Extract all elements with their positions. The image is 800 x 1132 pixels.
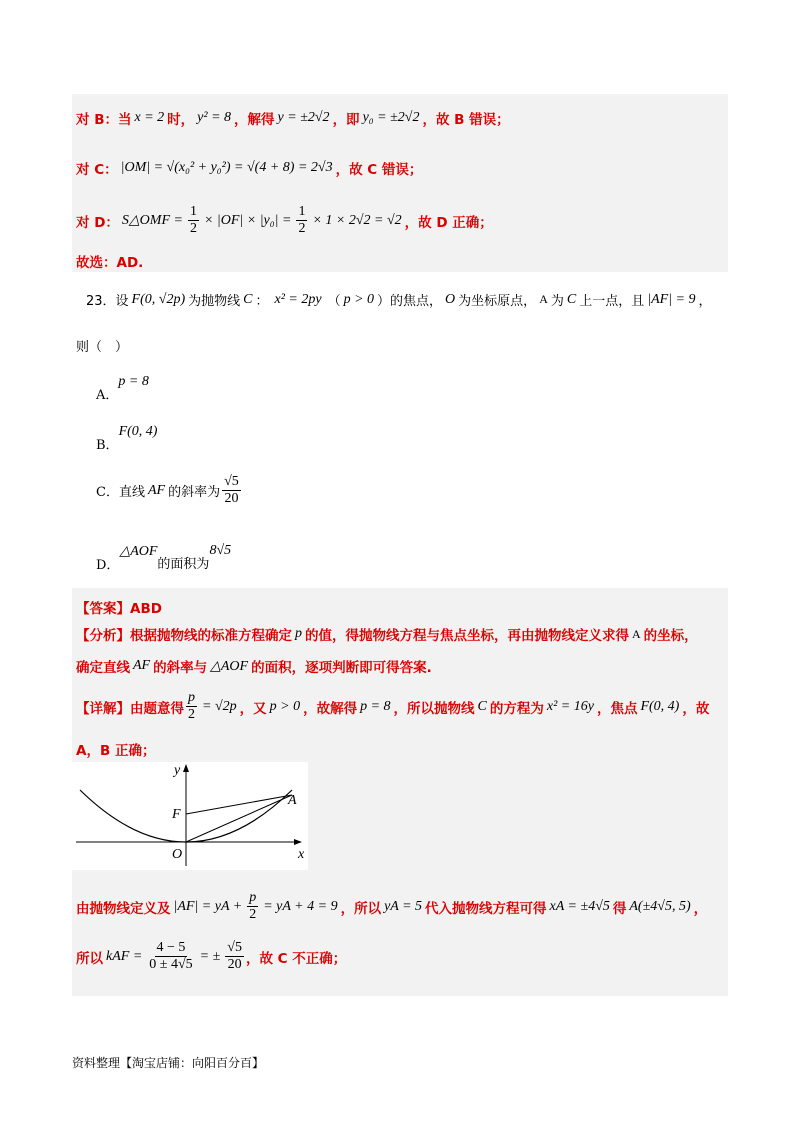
- label-x: x: [298, 847, 305, 862]
- detail-line-3: 由抛物线定义及 |AF| = yA + $\frac{p}{2}$ = yA + 4 = 9 ，所以 yA = 5 代入抛物线方程可得 xA = ±4√5 得 A(±4√5, 5) ，: [76, 890, 708, 922]
- answer-label: 【答案】ABD: [76, 601, 162, 617]
- option-b: B． F(0, 4): [96, 423, 158, 453]
- footer-source: 资料整理【淘宝店铺：向阳百分百】: [72, 1056, 265, 1070]
- detail-line-4: 所以 kAF = $\frac{4 - 5}{0 \pm 4√5}$ = ± $\frac{√5}{20}$ ，故 C 不正确；: [76, 940, 347, 972]
- line-option-c-check: 对 C： |OM| = √(x₀² + y₀²) = √(4 + 8) = 2√3 ，故 C 错误；: [76, 160, 423, 178]
- analysis-line-1: 【分析】根据抛物线的标准方程确定 p 的值，得抛物线方程与焦点坐标，再由抛物线定义求得 A 的坐标，: [76, 626, 698, 644]
- parabola-figure: [72, 762, 308, 870]
- option-a: A． p = 8: [96, 373, 149, 403]
- line-option-d-check: 对 D： S△OMF = $\frac{1}{2}$ × |OF| × |y₀| = $\frac{1}{2}$ × 1 × 2√2 = √2 ，故 D 正确；: [76, 204, 493, 236]
- detail-line-2: A，B 正确；: [76, 743, 156, 759]
- question-23-stem: 23．设 F(0, √2p) 为抛物线 C ： x² = 2py （ p > 0 ）的焦点， O 为坐标原点， A 为 C 上一点，且 |AF| = 9 ，: [86, 291, 712, 309]
- analysis-line-2: 确定直线 AF 的斜率与 △AOF 的面积，逐项判断即可得答案.: [76, 658, 432, 676]
- line-selection: 故选：AD.: [76, 255, 144, 271]
- question-23-prompt: 则（ ）: [76, 340, 129, 355]
- label-a: A: [288, 793, 297, 808]
- label-f: F: [172, 807, 181, 822]
- option-c: C． 直线 AF 的斜率为 $\frac{√5}{20}$: [96, 474, 239, 506]
- label-y: y: [174, 763, 181, 778]
- detail-line-1: 【详解】由题意得 $\frac{p}{2}$ = √2p ，又 p > 0 ，故解得 p = 8 ，所以抛物线 C 的方程为 x² = 16y ，焦点 F(0, 4) ，故: [76, 690, 710, 722]
- option-d: D． △AOF 的面积为 8√5: [96, 542, 232, 573]
- label-o: O: [172, 847, 183, 862]
- line-option-b-check: 对 B：当 x = 2 时， y² = 8 ，解得 y = ±2√2 ，即 y₀ = ±2√2 ，故 B 错误；: [76, 110, 510, 128]
